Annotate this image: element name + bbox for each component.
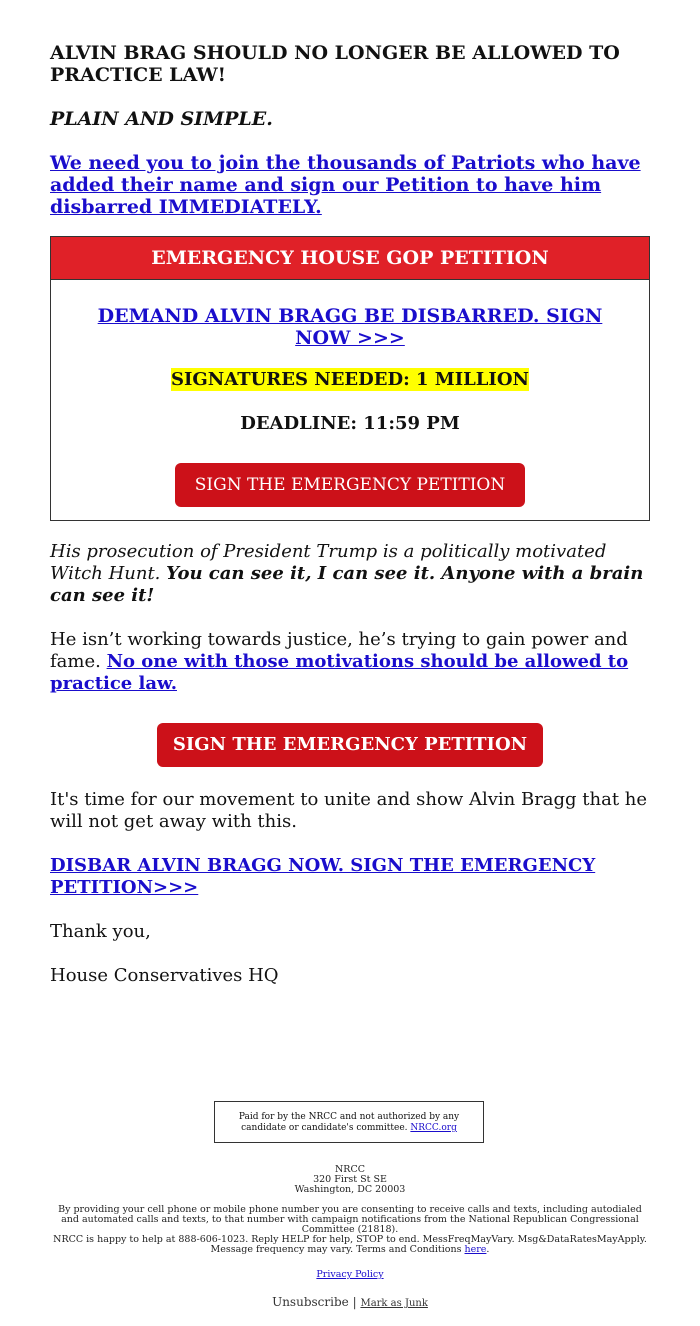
- paragraph-witch-hunt-bold: You can see it, I can see it. Anyone with a brain can see it!: [50, 563, 644, 606]
- signatures-needed: [51, 369, 649, 391]
- disbar-link-paragraph: [50, 855, 650, 899]
- privacy-policy-link[interactable]: Privacy Policy: [316, 1269, 384, 1280]
- paragraph-witch-hunt-italic: His prosecution of President Trump is a politically motivated Witch Hunt.: [50, 541, 607, 584]
- consent-text: By providing your cell phone or mobile phone number you are consenting to receive calls and texts, including autodialed and automated calls and texts, to that number with campaign notifications from the National Republican Congressional Committee (21818).: [58, 1204, 642, 1235]
- paid-for-text: Paid for by the NRCC and not authorized by any candidate or candidate's committee.: [238, 1112, 460, 1133]
- subheadline: PLAIN AND SIMPLE.: [50, 108, 273, 130]
- headline: ALVIN BRAG SHOULD NO LONGER BE ALLOWED TO PRACTICE LAW!: [50, 42, 620, 86]
- sign-petition-button-2[interactable]: SIGN THE EMERGENCY PETITION: [157, 723, 543, 767]
- petition-box-title: EMERGENCY HOUSE GOP PETITION: [51, 237, 649, 280]
- mark-as-junk-link[interactable]: Mark as Junk: [360, 1298, 428, 1309]
- unsubscribe-row: [0, 1295, 700, 1309]
- thanks: Thank you,: [50, 921, 151, 942]
- petition-box: [50, 236, 650, 521]
- signature: House Conservatives HQ: [50, 965, 279, 986]
- paragraph-unite: It's time for our movement to unite and show Alvin Bragg that he will not get away with this.: [50, 789, 648, 832]
- help-text-block: NRCC is happy to help at 888-606-1023. Reply HELP for help, STOP to end. MessFreqMayVary. Msg&DataRatesMayApply. Message frequency may vary. Terms and Conditions here.: [53, 1234, 647, 1255]
- privacy-wrap: [50, 1270, 650, 1280]
- lead-link[interactable]: We need you to join the thousands of Patriots who have added their name and sign our Petition to have him disbarred IMMEDIATELY.: [50, 152, 641, 218]
- org-name: NRCC: [334, 1164, 365, 1175]
- unsubscribe-separator: |: [352, 1295, 357, 1309]
- demand-disbar-link[interactable]: DEMAND ALVIN BRAGG BE DISBARRED. SIGN NOW >>>: [97, 305, 603, 349]
- nrcc-org-link[interactable]: NRCC.org: [410, 1123, 457, 1133]
- paragraph-justice-link[interactable]: No one with those motivations should be allowed to practice law.: [50, 651, 629, 694]
- unsubscribe-link[interactable]: Unsubscribe: [272, 1295, 349, 1309]
- terms-here-link[interactable]: here: [464, 1244, 487, 1255]
- paid-for-box: [214, 1101, 484, 1143]
- address-block: [50, 1165, 650, 1195]
- petition-box-link-wrap: [71, 305, 629, 349]
- paragraph-justice: [50, 629, 650, 695]
- deadline: DEADLINE: 11:59 PM: [240, 413, 460, 434]
- lead-paragraph: [50, 152, 650, 218]
- paragraph-witch-hunt: [50, 541, 650, 607]
- disbar-now-link[interactable]: DISBAR ALVIN BRAGG NOW. SIGN THE EMERGENCY PETITION>>>: [50, 855, 596, 898]
- paragraph-justice-text: He isn’t working towards justice, he’s trying to gain power and fame.: [50, 629, 628, 672]
- sign-petition-button[interactable]: SIGN THE EMERGENCY PETITION: [175, 463, 525, 507]
- button2-wrap: [50, 723, 650, 767]
- address-line-1: 320 First St SE: [313, 1174, 387, 1185]
- address-line-2: Washington, DC 20003: [294, 1184, 406, 1195]
- email-content: [50, 42, 650, 987]
- signatures-needed-text: SIGNATURES NEEDED: 1 MILLION: [170, 369, 529, 390]
- help-text: NRCC is happy to help at 888-606-1023. Reply HELP for help, STOP to end. MessFreqMayVary. Msg&DataRatesMayApply. Message frequency may vary. Terms and Conditions: [53, 1234, 647, 1255]
